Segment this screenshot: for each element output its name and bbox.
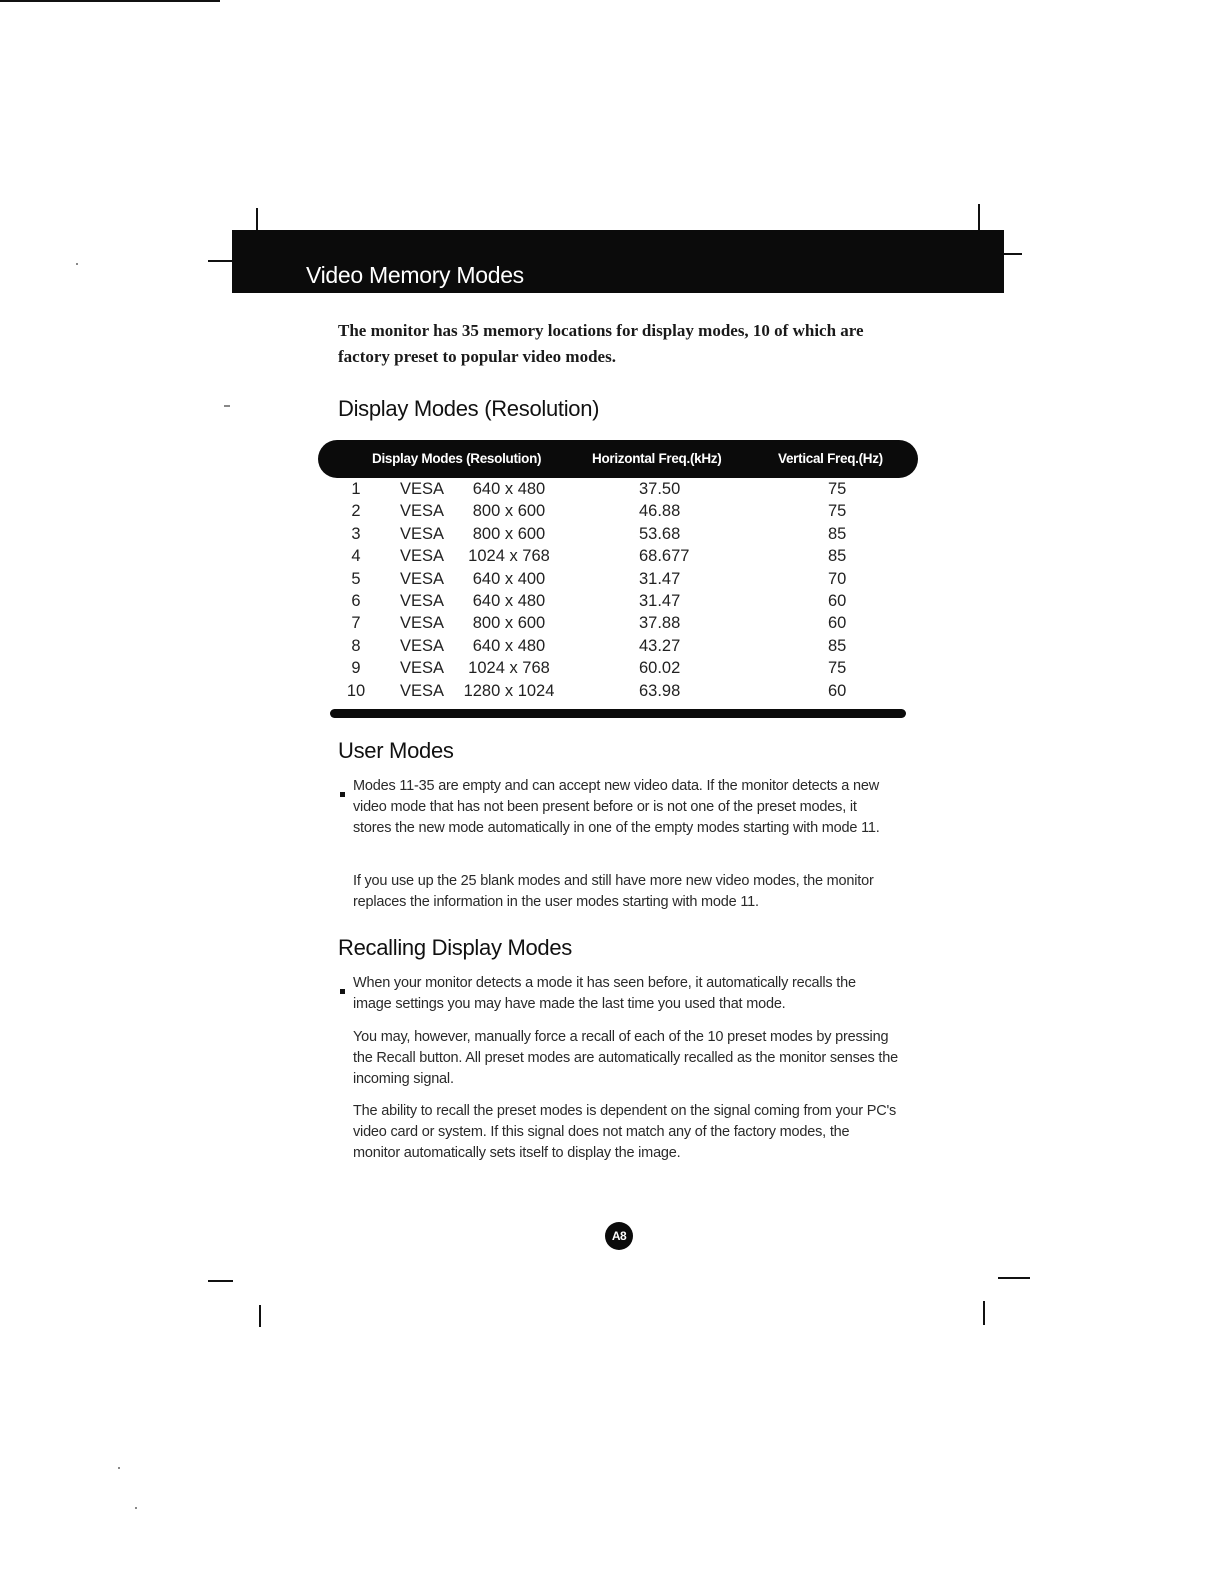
mode-resolution: 1280 x 1024 <box>463 681 555 700</box>
mode-standard: VESA <box>400 636 445 655</box>
table-row <box>340 680 900 702</box>
mode-number: 8 <box>351 636 361 655</box>
speck <box>135 1507 137 1509</box>
column-header-horizontal-freq: Horizontal Freq.(kHz) <box>592 451 722 466</box>
mode-number: 10 <box>346 681 366 700</box>
vertical-freq: 75 <box>828 659 847 678</box>
mode-resolution: 640 x 480 <box>472 591 546 610</box>
speck <box>224 405 230 407</box>
vertical-freq: 60 <box>828 614 847 633</box>
vertical-freq: 60 <box>828 681 847 700</box>
table-footer-bar <box>330 709 906 718</box>
crop-mark <box>978 204 980 230</box>
horizontal-freq: 43.27 <box>639 636 681 655</box>
intro-text: The monitor has 35 memory locations for display modes, 10 of which are factory preset to popular video modes. <box>338 321 864 366</box>
vertical-freq: 85 <box>828 524 847 543</box>
mode-resolution: 800 x 600 <box>472 614 546 633</box>
mode-number: 9 <box>351 659 361 678</box>
mode-number: 6 <box>351 591 361 610</box>
mode-number: 3 <box>351 524 361 543</box>
mode-standard: VESA <box>400 524 445 543</box>
mode-resolution: 800 x 600 <box>472 502 546 521</box>
horizontal-freq: 31.47 <box>639 569 681 588</box>
table-row <box>340 478 900 500</box>
bullet-icon <box>340 792 345 797</box>
mode-standard: VESA <box>400 547 445 566</box>
speck <box>76 263 78 265</box>
user-modes-paragraph-1: Modes 11-35 are empty and can accept new video data. If the monitor detects a new video mode that has not been present before or is not one of the preset modes, it stores the new mode automatically in one of the empty modes starting with mode 11. <box>353 778 880 836</box>
table-header <box>318 440 918 478</box>
user-modes-paragraph-2: If you use up the 25 blank modes and still have more new video modes, the monitor replaces the information in the user modes starting with mode 11. <box>353 873 874 910</box>
mode-number: 5 <box>351 569 361 588</box>
table-row <box>340 657 900 679</box>
mode-standard: VESA <box>400 480 445 498</box>
horizontal-freq: 63.98 <box>639 681 681 700</box>
mode-resolution: 1024 x 768 <box>468 659 550 678</box>
table-row <box>340 500 900 522</box>
table-row <box>340 568 900 590</box>
page-number-badge: A8 <box>605 1222 633 1250</box>
vertical-freq: 75 <box>828 502 847 521</box>
recalling-paragraph-2: You may, however, manually force a recall of each of the 10 preset modes by pressing the Recall button. All preset modes are automatically recalled as the monitor senses the incoming signal. <box>353 1029 898 1087</box>
mode-standard: VESA <box>400 591 445 610</box>
mode-standard: VESA <box>400 614 445 633</box>
mode-resolution: 640 x 480 <box>472 636 546 655</box>
display-modes-table <box>340 478 900 702</box>
bullet-icon <box>340 989 345 994</box>
horizontal-freq: 60.02 <box>639 659 681 678</box>
crop-mark <box>208 260 232 262</box>
mode-resolution: 1024 x 768 <box>468 547 550 566</box>
header-banner <box>232 230 1004 293</box>
mode-standard: VESA <box>400 681 445 700</box>
column-header-mode: Display Modes (Resolution) <box>372 451 542 466</box>
crop-mark <box>1004 253 1022 255</box>
table-row <box>340 635 900 657</box>
mode-resolution: 800 x 600 <box>472 524 546 543</box>
recalling-paragraph-3: The ability to recall the preset modes is dependent on the signal coming from your PC's video card or system. If this signal does not match any of the factory modes, the monitor automatically sets itself to display the image. <box>353 1103 897 1161</box>
table-row <box>340 545 900 567</box>
horizontal-freq: 53.68 <box>639 524 681 543</box>
vertical-freq: 85 <box>828 636 847 655</box>
table-row <box>340 612 900 634</box>
top-rule <box>0 0 220 2</box>
horizontal-freq: 37.88 <box>639 614 681 633</box>
mode-resolution: 640 x 480 <box>472 480 546 498</box>
crop-mark <box>256 208 258 230</box>
table-row <box>340 590 900 612</box>
horizontal-freq: 31.47 <box>639 591 681 610</box>
speck <box>118 1467 120 1469</box>
vertical-freq: 70 <box>828 569 847 588</box>
recalling-paragraph-1: When your monitor detects a mode it has seen before, it automatically recalls the image settings you may have made the last time you used that mode. <box>353 975 856 1012</box>
mode-standard: VESA <box>400 502 445 521</box>
mode-standard: VESA <box>400 569 445 588</box>
horizontal-freq: 46.88 <box>639 502 681 521</box>
crop-mark <box>259 1305 261 1327</box>
mode-number: 4 <box>351 547 361 566</box>
crop-mark <box>998 1277 1030 1279</box>
page-title: Video Memory Modes <box>306 262 524 288</box>
crop-mark <box>983 1301 985 1325</box>
mode-number: 1 <box>351 480 361 498</box>
mode-number: 2 <box>351 502 361 521</box>
display-modes-heading: Display Modes (Resolution) <box>338 396 600 421</box>
horizontal-freq: 37.50 <box>639 480 681 498</box>
vertical-freq: 75 <box>828 480 847 498</box>
mode-standard: VESA <box>400 659 445 678</box>
user-modes-heading: User Modes <box>338 738 454 763</box>
column-header-vertical-freq: Vertical Freq.(Hz) <box>778 451 883 466</box>
vertical-freq: 60 <box>828 591 847 610</box>
mode-resolution: 640 x 400 <box>472 569 546 588</box>
crop-mark <box>208 1280 233 1282</box>
vertical-freq: 85 <box>828 547 847 566</box>
table-row <box>340 523 900 545</box>
mode-number: 7 <box>351 614 361 633</box>
recalling-heading: Recalling Display Modes <box>338 935 572 960</box>
horizontal-freq: 68.677 <box>639 547 690 566</box>
